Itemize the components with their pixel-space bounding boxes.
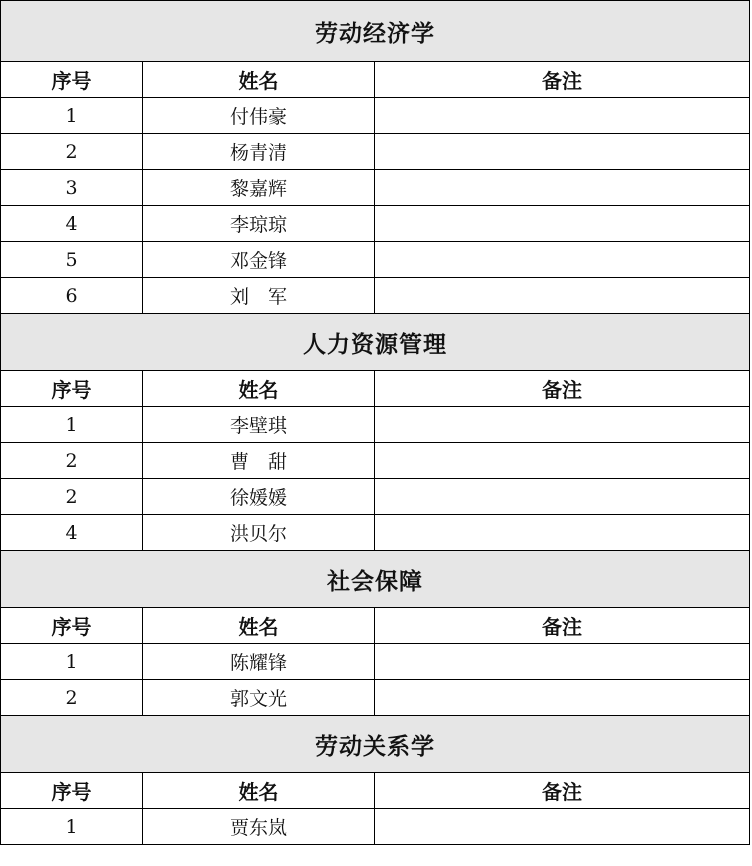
roster-table-body: [1, 1, 750, 845]
cell-note: [375, 242, 750, 278]
header-note: 备注: [375, 371, 750, 407]
section-title-row: [1, 314, 750, 371]
cell-name: 曹 甜: [143, 443, 375, 479]
cell-name: 徐媛媛: [143, 479, 375, 515]
cell-seq: 6: [1, 278, 143, 314]
header-seq: 序号: [1, 608, 143, 644]
cell-name: 刘 军: [143, 278, 375, 314]
table-row: [1, 809, 750, 845]
cell-name: 付伟豪: [143, 98, 375, 134]
header-name: 姓名: [143, 371, 375, 407]
section-title-row: [1, 1, 750, 62]
section-title: 劳动经济学: [1, 1, 750, 62]
cell-note: [375, 644, 750, 680]
header-name: 姓名: [143, 773, 375, 809]
cell-seq: 5: [1, 242, 143, 278]
section-title: 人力资源管理: [1, 314, 750, 371]
cell-seq: 1: [1, 407, 143, 443]
cell-seq: 2: [1, 680, 143, 716]
section-title: 劳动关系学: [1, 716, 750, 773]
table-row: [1, 134, 750, 170]
cell-seq: 1: [1, 809, 143, 845]
header-seq: 序号: [1, 371, 143, 407]
cell-seq: 2: [1, 443, 143, 479]
cell-note: [375, 680, 750, 716]
cell-seq: 4: [1, 206, 143, 242]
header-note: 备注: [375, 608, 750, 644]
cell-seq: 3: [1, 170, 143, 206]
cell-name: 贾东岚: [143, 809, 375, 845]
table-row: [1, 242, 750, 278]
column-header-row: [1, 371, 750, 407]
cell-name: 黎嘉辉: [143, 170, 375, 206]
table-row: [1, 206, 750, 242]
cell-seq: 2: [1, 134, 143, 170]
cell-name: 陈耀锋: [143, 644, 375, 680]
cell-name: 洪贝尔: [143, 515, 375, 551]
table-row: [1, 98, 750, 134]
cell-note: [375, 134, 750, 170]
cell-name: 郭文光: [143, 680, 375, 716]
table-row: [1, 443, 750, 479]
cell-note: [375, 170, 750, 206]
header-name: 姓名: [143, 608, 375, 644]
column-header-row: [1, 773, 750, 809]
section-title-row: [1, 551, 750, 608]
cell-seq: 1: [1, 98, 143, 134]
table-row: [1, 515, 750, 551]
column-header-row: [1, 62, 750, 98]
header-note: 备注: [375, 773, 750, 809]
cell-note: [375, 515, 750, 551]
table-row: [1, 479, 750, 515]
column-header-row: [1, 608, 750, 644]
cell-note: [375, 206, 750, 242]
header-seq: 序号: [1, 773, 143, 809]
cell-note: [375, 479, 750, 515]
cell-note: [375, 407, 750, 443]
table-row: [1, 644, 750, 680]
table-row: [1, 407, 750, 443]
cell-name: 李壁琪: [143, 407, 375, 443]
header-name: 姓名: [143, 62, 375, 98]
table-row: [1, 680, 750, 716]
table-row: [1, 278, 750, 314]
cell-note: [375, 278, 750, 314]
cell-seq: 2: [1, 479, 143, 515]
section-title-row: [1, 716, 750, 773]
cell-note: [375, 443, 750, 479]
header-note: 备注: [375, 62, 750, 98]
cell-seq: 1: [1, 644, 143, 680]
cell-note: [375, 809, 750, 845]
section-title: 社会保障: [1, 551, 750, 608]
header-seq: 序号: [1, 62, 143, 98]
cell-note: [375, 98, 750, 134]
cell-name: 李琼琼: [143, 206, 375, 242]
cell-name: 杨青清: [143, 134, 375, 170]
cell-seq: 4: [1, 515, 143, 551]
table-row: [1, 170, 750, 206]
cell-name: 邓金锋: [143, 242, 375, 278]
